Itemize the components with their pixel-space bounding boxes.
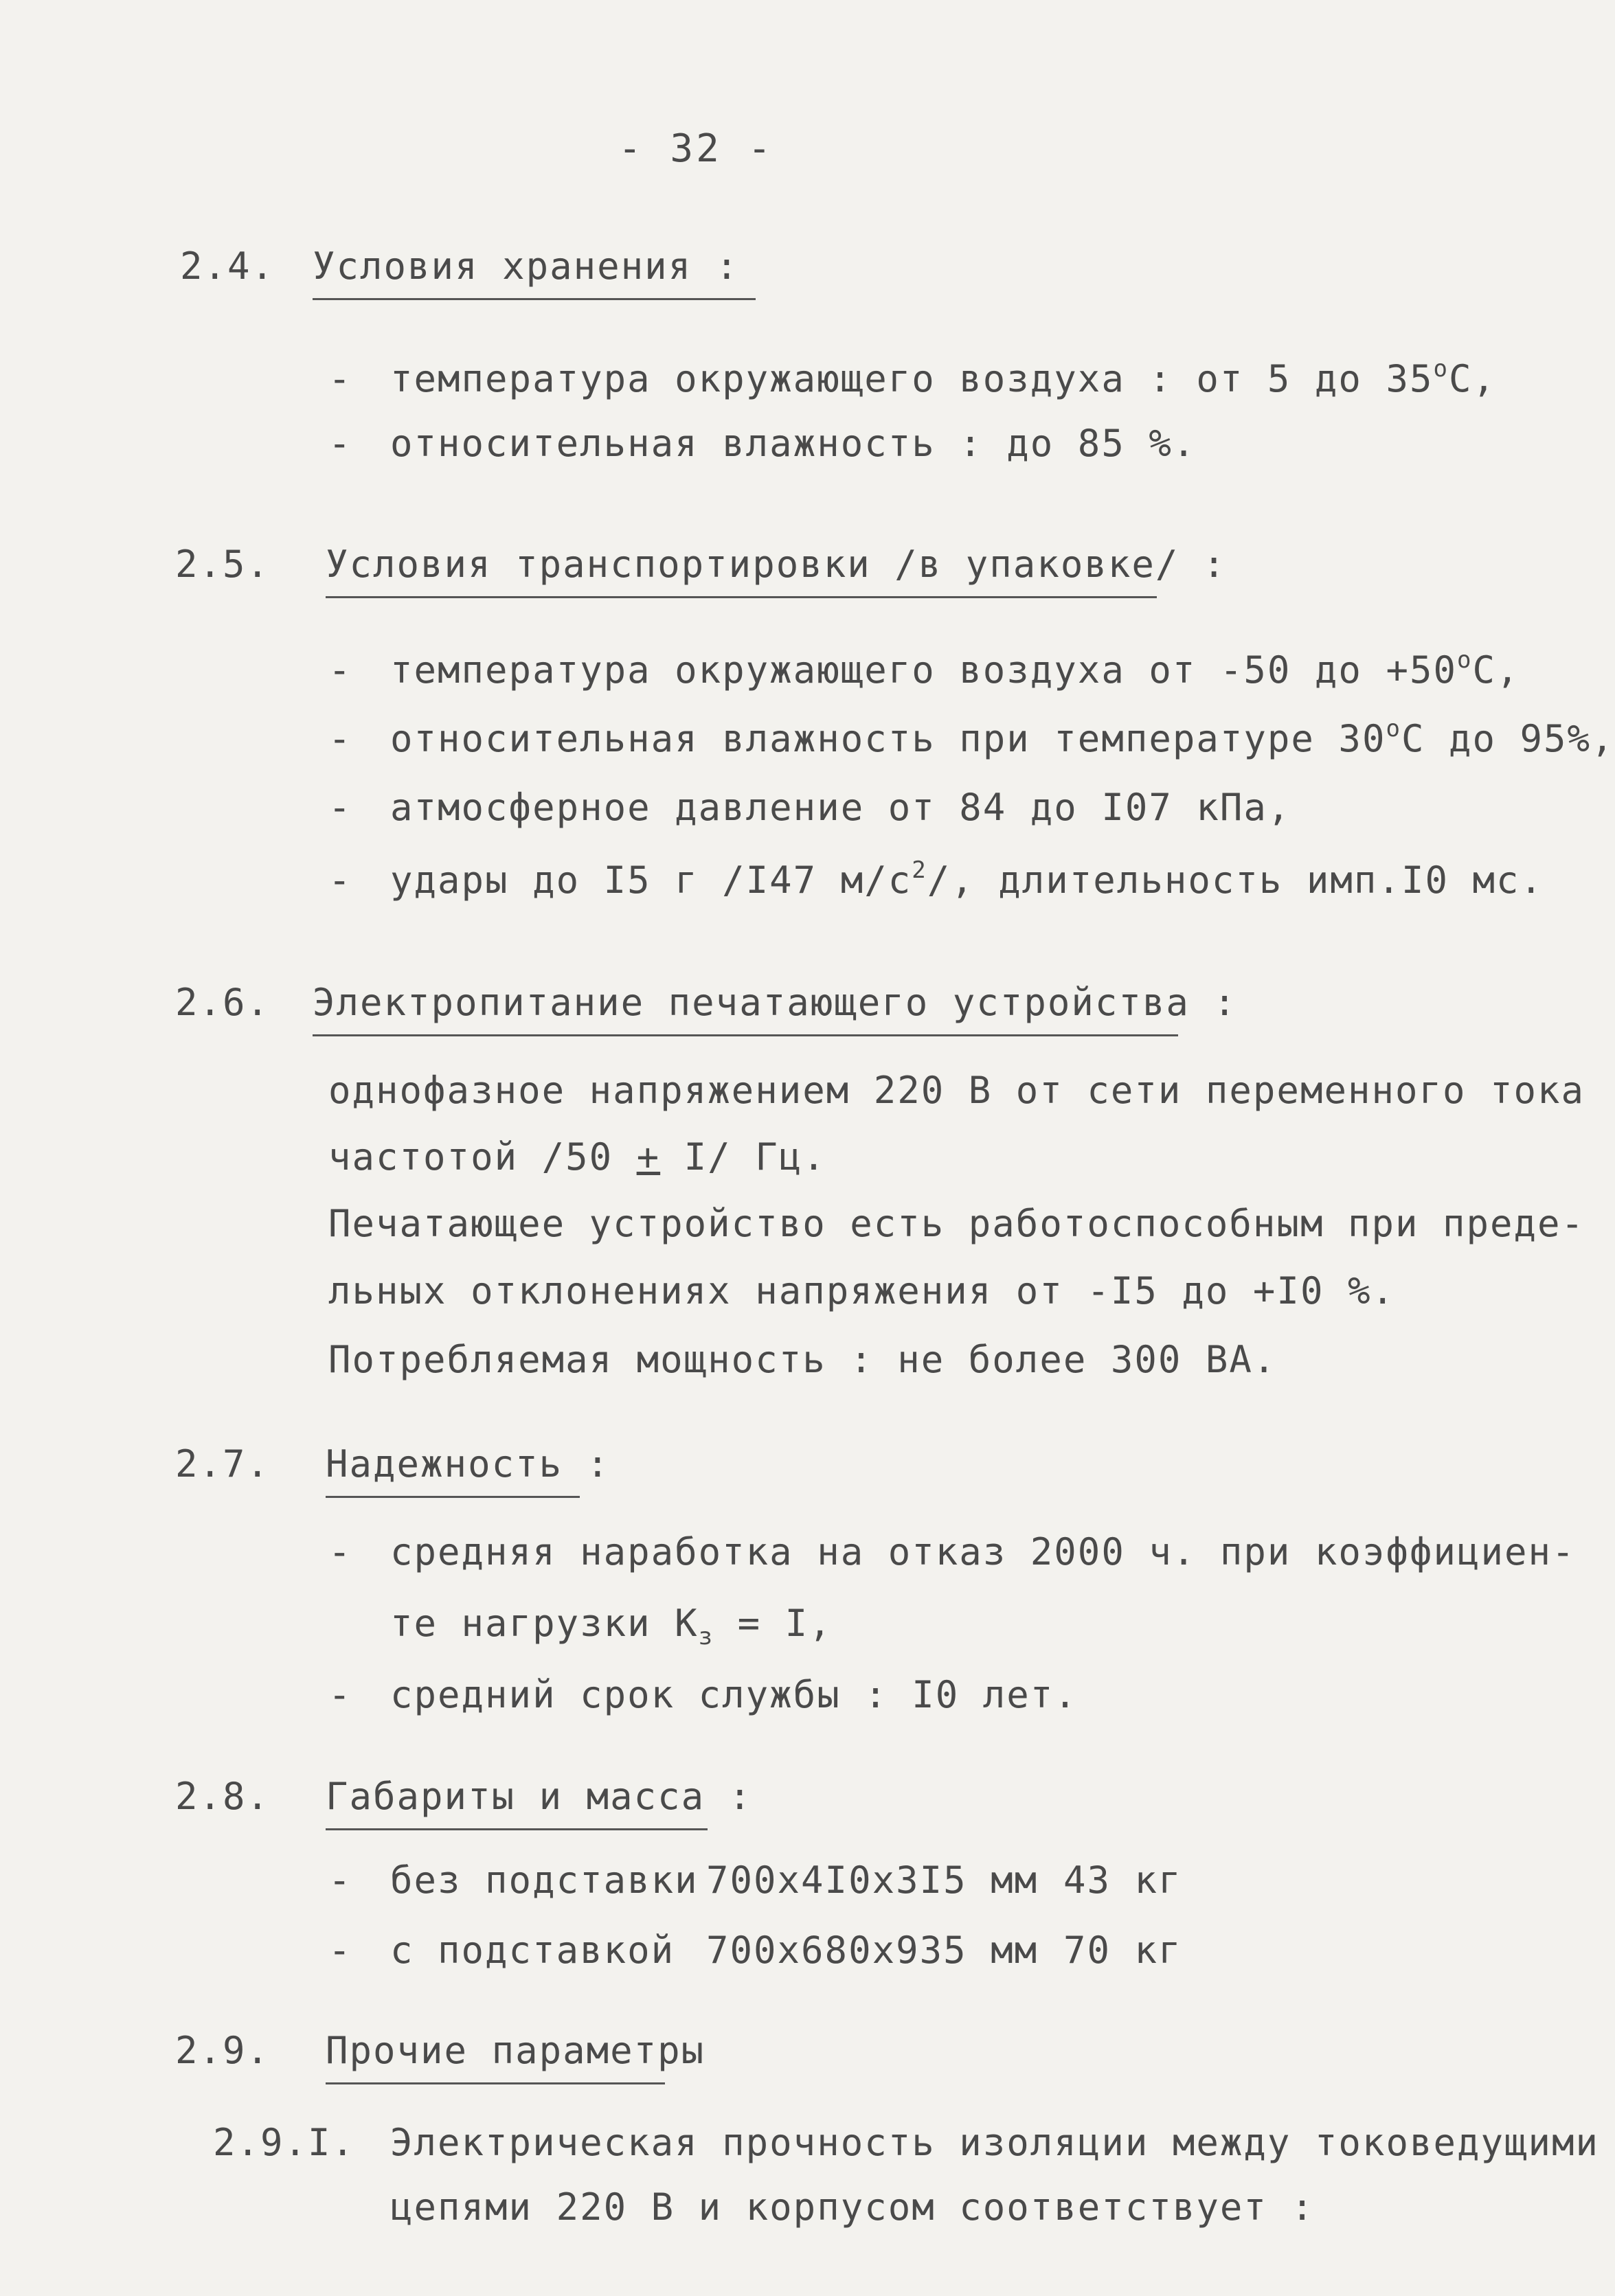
subsection-2-9-1-number: 2.9.I. [213,2121,356,2164]
section-2-7-title: Надежность : [326,1442,580,1498]
list-item: - средняя наработка на отказ 2000 ч. при коэффициен- [328,1530,1576,1573]
section-2-5-title: Условия транспортировки /в упаковке/ : [326,543,1157,598]
section-2-8-number: 2.8. [175,1775,271,1818]
list-item: - температура окружающего воздуха : от 5 до 35$^o$С, [328,355,1496,400]
list-item: - средний срок службы : I0 лет. [328,1673,1078,1716]
table-row: - без подставки 700х4I0х3I5 мм 43 кг [328,1859,1182,1902]
list-item: - температура окружающего воздуха от -50 до $+50^oС$, [328,646,1520,692]
table-row: - с подставкой 700х680х935 мм 70 кг [328,1929,1182,1972]
list-item: - удары до I5 г /I47 $м/с^2/$, длительность имп.I0 мс. [328,856,1544,902]
text-line: Потребляемая мощность : не более 300 ВА. [328,1338,1277,1381]
list-item: - относительная влажность : до 85 %. [328,422,1197,465]
section-2-4-title: Условия хранения : [313,245,756,300]
list-item: - атмосферное давление от 84 до I07 кПа, [328,786,1291,829]
section-2-5-number: 2.5. [175,543,271,586]
list-item: - относительная влажность при температуре 30$^o$С до 95%, [328,715,1615,760]
section-2-9-number: 2.9. [175,2029,271,2072]
section-2-6-number: 2.6. [175,981,271,1024]
text-line: льных отклонениях напряжения от -I5 до +I0 %. [328,1269,1395,1312]
text-line: Электрическая прочность изоляции между токоведущими [390,2121,1600,2164]
text-line: однофазное напряжением 220 В от сети переменного тока [328,1069,1585,1112]
text-line: те нагрузки $К_з = I$, [390,1602,833,1650]
text-line: Печатающее устройство есть работоспособным при преде- [328,1202,1585,1245]
text-line: цепями 220 В и корпусом соответствует : [390,2185,1315,2229]
page-number: - 32 - [618,126,774,171]
text-line: частотой /50 + I/ Гц. [328,1135,826,1179]
section-2-6-title: Электропитание печатающего устройства : [313,981,1178,1036]
section-2-4-number: 2.4. [180,245,275,288]
section-2-7-number: 2.7. [175,1442,271,1486]
section-2-9-title: Прочие параметры [326,2029,665,2084]
section-2-8-title: Габариты и масса : [326,1775,708,1830]
